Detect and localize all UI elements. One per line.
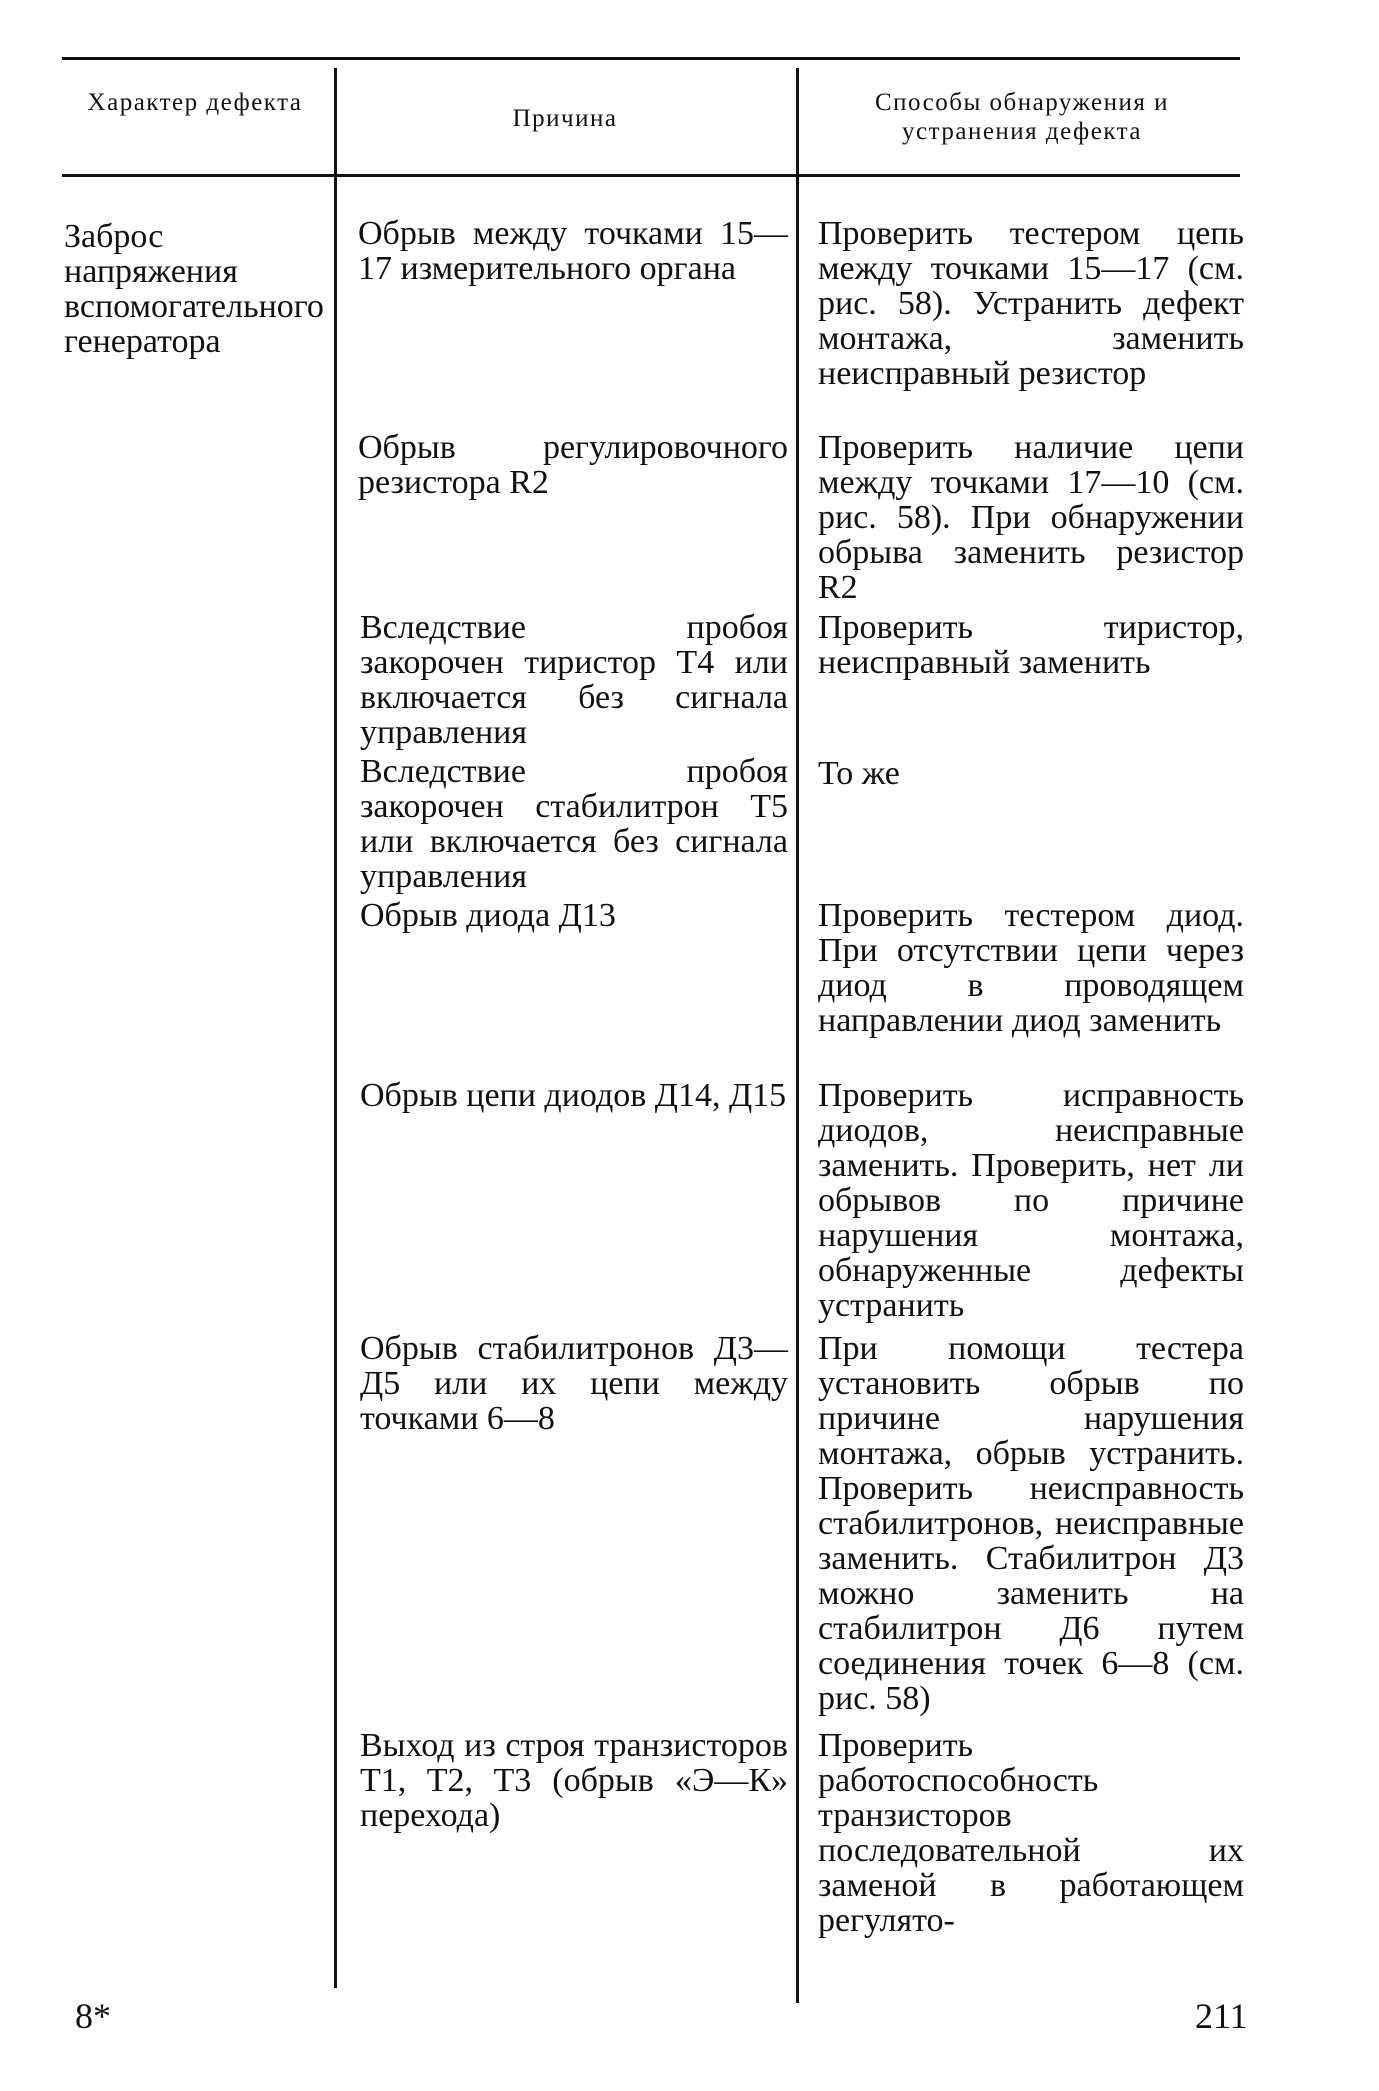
cause-1: Обрыв между точками 15—17 измерительного органа bbox=[358, 215, 788, 287]
cause-2: Обрыв регулировочного резистора R2 bbox=[358, 429, 788, 501]
remedy-7: При помощи тестера установить обрыв по причине нарушения монтажа, обрыв устранить. Проверить неисправность стабилитронов, неисправные заменить. Стабилитрон Д3 можно заменить на стабилитрон Д6 путем соединения точек 6—8 (см. рис. 58) bbox=[818, 1330, 1244, 1717]
cause-8: Выход из строя транзисторов T1, T2, T3 (обрыв «Э—К» перехода) bbox=[360, 1727, 788, 1834]
cause-3: Вследствие пробоя закорочен тиристор T4 или включается без сигнала управления bbox=[360, 609, 788, 751]
cause-4: Вследствие пробоя закорочен стабилитрон T5 или включается без сигнала управления bbox=[360, 753, 788, 895]
cause-5: Обрыв диода Д13 bbox=[360, 897, 616, 934]
column-divider-1 bbox=[334, 68, 337, 1988]
header-bottom-rule bbox=[62, 174, 1240, 177]
remedy-4: То же bbox=[818, 755, 900, 792]
remedy-6: Проверить исправность диодов, неисправные заменить. Проверить, нет ли обрывов по причине нарушения монтажа, обнаруженные дефекты устранить bbox=[818, 1077, 1244, 1324]
remedy-8: Проверить работоспособность транзисторов последовательной их заменой в работающем регулято- bbox=[818, 1727, 1244, 1939]
remedy-5: Проверить тестером диод. При отсутствии цепи через диод в проводящем направлении диод заменить bbox=[818, 897, 1244, 1039]
table-top-rule bbox=[62, 57, 1240, 60]
remedy-3: Проверить тиристор, неисправный заменить bbox=[818, 609, 1244, 681]
cause-6: Обрыв цепи диодов Д14, Д15 bbox=[360, 1077, 787, 1114]
remedy-1: Проверить тестером цепь между точками 15—17 (см. рис. 58). Устранить дефект монтажа, заменить неисправный резистор bbox=[818, 215, 1244, 392]
header-cause: Причина bbox=[512, 105, 618, 132]
header-remedy: Способы обнаружения и устранения дефекта bbox=[875, 89, 1169, 145]
defect-cell: Заброс напряжения вспомогательного генератора bbox=[64, 218, 324, 360]
header-defect: Характер дефекта bbox=[87, 89, 303, 116]
page-number: 211 bbox=[1195, 1996, 1248, 2036]
remedy-2: Проверить наличие цепи между точками 17—10 (см. рис. 58). При обнаружении обрыва заменить резистор R2 bbox=[818, 429, 1244, 606]
footer-signature-mark: 8* bbox=[75, 1996, 111, 2036]
cause-7: Обрыв стабилитронов Д3—Д5 или их цепи между точками 6—8 bbox=[360, 1330, 788, 1437]
column-divider-2 bbox=[796, 68, 799, 2003]
